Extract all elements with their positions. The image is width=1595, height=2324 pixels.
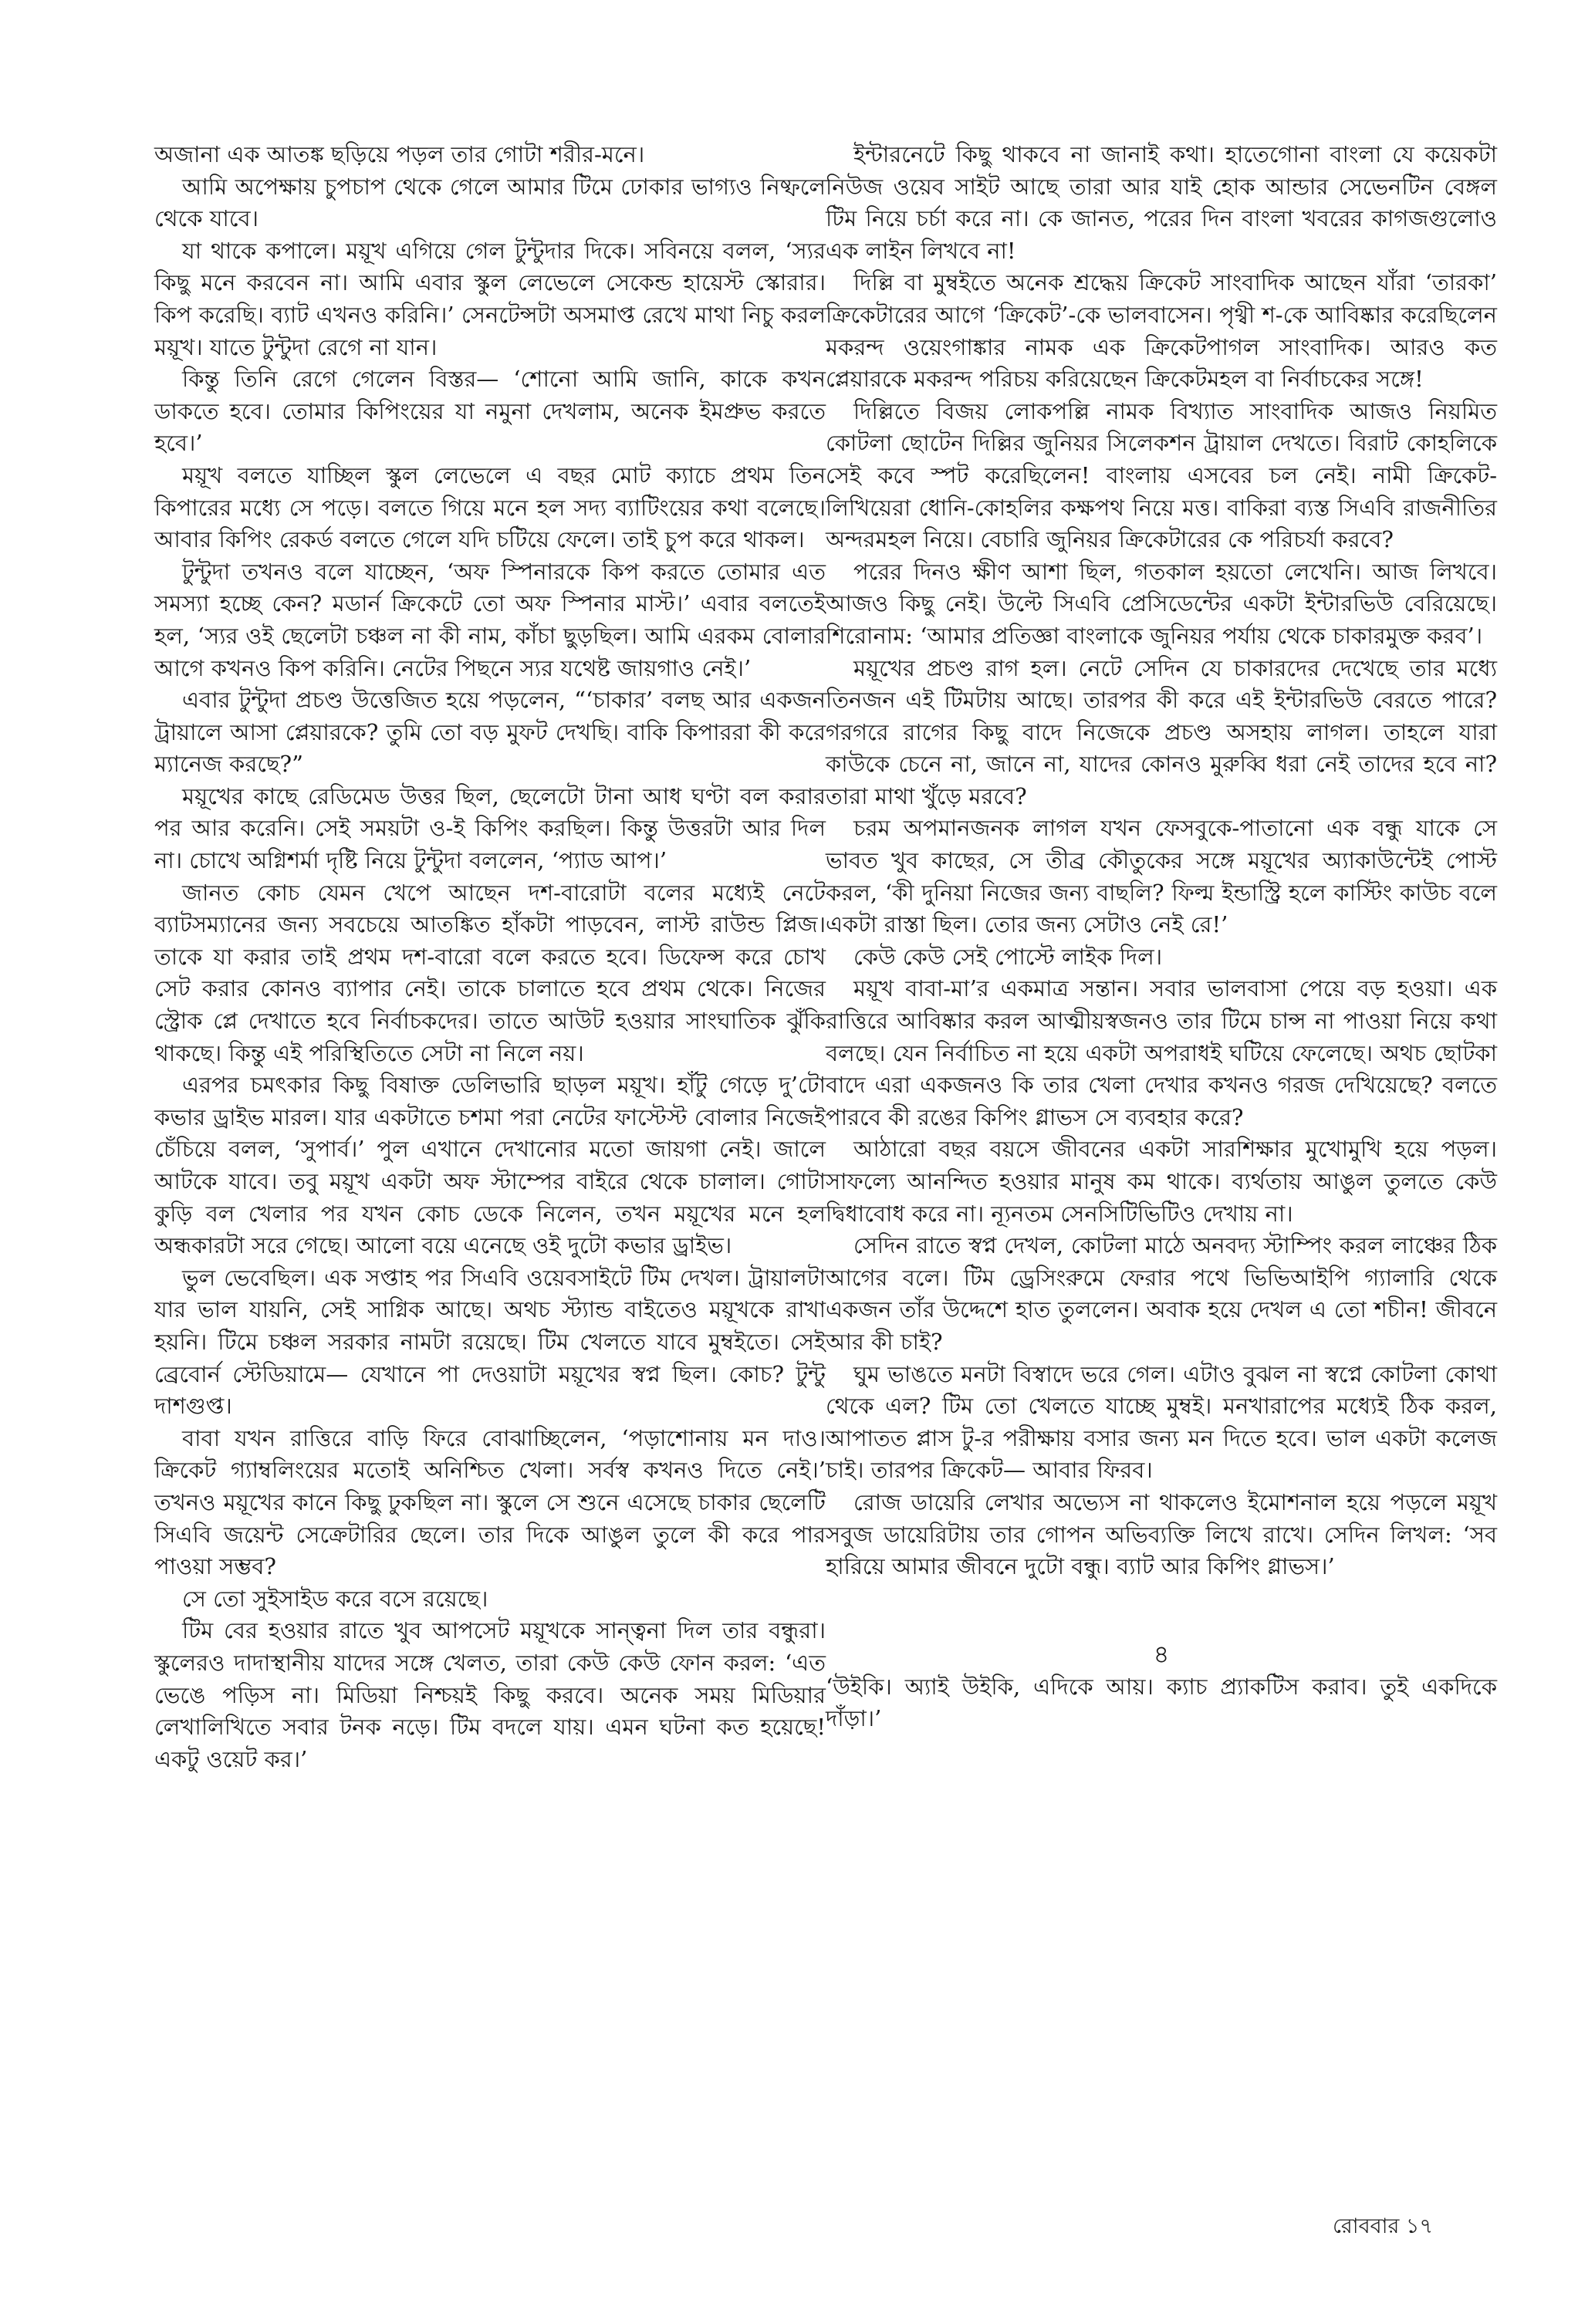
paragraph: সেদিন রাতে স্বপ্ন দেখল, কোটলা মাঠে অনবদ্য স্টাম্পিং করল লাঞ্চের ঠিক আগের বলে। টিম ড্রেসিংরুমে ফেরার পথে ভিভিআইপি গ্যালারি থেকে একজন তাঁর উদ্দেশে হাত তুললেন। অবাক হয়ে দেখল এ তো শচীন! জীবনে আর কী চাই?	[826, 1232, 1497, 1355]
paragraph: আমি অপেক্ষায় চুপচাপ থেকে গেলে আমার টিমে ঢোকার ভাগ্যও নিষ্ফলে থেকে যাবে।	[154, 173, 826, 232]
left-text-column	[154, 139, 826, 1775]
paragraph: সে তো সুইসাইড করে বসে রয়েছে।	[182, 1585, 488, 1612]
section-number: ৪	[1153, 1639, 1170, 1669]
paragraph: কিন্তু তিনি রেগে গেলেন বিস্তর— ‘শোনো আমি জানি, কাকে কখন ডাকতে হবে। তোমার কিপিংয়ের যা নমুনা দেখলাম, অনেক ইমপ্রুভ করতে হবে।’	[154, 366, 826, 457]
paragraph: পরের দিনও ক্ষীণ আশা ছিল, গতকাল হয়তো লেখেনি। আজ লিখবে। আজও কিছু নেই। উল্টে সিএবি প্রেসিডেন্টের একটা ইন্টারভিউ বেরিয়েছে। শিরোনাম: ‘আমার প্রতিজ্ঞা বাংলাকে জুনিয়র পর্যায় থেকে চাকারমুক্ত করব’।	[826, 558, 1497, 649]
paragraph: অজানা এক আতঙ্ক ছড়িয়ে পড়ল তার গোটা শরীর-মনে।	[154, 141, 645, 167]
paragraph: যা থাকে কপালে। ময়ূখ এগিয়ে গেল টুন্টুদার দিকে। সবিনয়ে বলল, ‘স্যর কিছু মনে করবেন না। আমি এবার স্কুল লেভেলে সেকেন্ড হায়েস্ট স্কোরার। কিপ করেছি। ব্যাট এখনও করিনি।’ সেনটেন্সটা অসমাপ্ত রেখে মাথা নিচু করল ময়ূখ। যাতে টুন্টুদা রেগে না যান।	[154, 237, 826, 360]
paragraph: ময়ূখ বলতে যাচ্ছিল স্কুল লেভেলে এ বছর মোট ক্যাচে প্রথম তিন কিপারের মধ্যে সে পড়ে। বলতে গিয়ে মনে হল সদ্য ব্যাটিংয়ের কথা বলেছে। আবার কিপিং রেকর্ড বলতে গেলে যদি চটিয়ে ফেলে। তাই চুপ করে থাকল।	[154, 461, 826, 553]
page-folio: রোববার ১৭	[1332, 2214, 1433, 2238]
paragraph: কেউ কেউ সেই পোস্টে লাইক দিল।	[853, 943, 1163, 970]
paragraph: বাবা যখন রাত্তিরে বাড়ি ফিরে বোঝাচ্ছিলেন, ‘পড়াশোনায় মন দাও। ক্রিকেট গ্যাম্বলিংয়ের মতোই অনিশ্চিত খেলা। সর্বস্ব কখনও দিতে নেই।’ তখনও ময়ূখের কানে কিছু ঢুকছিল না। স্কুলে সে শুনে এসেছে চাকার ছেলেটি সিএবি জয়েন্ট সেক্রেটারির ছেলে। তার দিকে আঙুল তুলে কী করে পার পাওয়া সম্ভব?	[154, 1424, 826, 1580]
paragraph: আঠারো বছর বয়সে জীবনের একটা সারশিক্ষার মুখোমুখি হয়ে পড়ল। সাফল্যে আনন্দিত হওয়ার মানুষ কম থাকে। ব্যর্থতায় আঙুল তুলতে কেউ দ্বিধাবোধ করে না। ন্যূনতম সেনসিটিভিটিও দেখায় না।	[826, 1136, 1497, 1227]
paragraph: টিম বের হওয়ার রাতে খুব আপসেট ময়ূখকে সান্ত্বনা দিল তার বন্ধুরা। স্কুলেরও দাদাস্থানীয় যাদের সঙ্গে খেলত, তারা কেউ কেউ ফোন করল: ‘এত ভেঙে পড়িস না। মিডিয়া নিশ্চয়ই কিছু করবে। অনেক সময় মিডিয়ার লেখালিখিতে সবার টনক নড়ে। টিম বদলে যায়। এমন ঘটনা কত হয়েছে! একটু ওয়েট কর।’	[154, 1617, 826, 1772]
paragraph: দিল্লি বা মুম্বইতে অনেক শ্রদ্ধেয় ক্রিকেট সাংবাদিক আছেন যাঁরা ‘তারকা’ ক্রিকেটারের আগে ‘ক্রিকেট’-কে ভালবাসেন। পৃথ্বী শ-কে আবিষ্কার করেছিলেন মকরন্দ ওয়েংগাঙ্কার নামক এক ক্রিকেটপাগল সাংবাদিক। আরও কত প্লেয়ারকে মকরন্দ পরিচয় করিয়েছেন ক্রিকেটমহল বা নির্বাচকের সঙ্গে!	[826, 269, 1497, 393]
paragraph: ময়ূখের প্রচণ্ড রাগ হল। নেটে সেদিন যে চাকারদের দেখেছে তার মধ্যে তিনজন এই টিমটায় আছে। তারপর কী করে এই ইন্টারভিউ বেরতে পারে? গরগরে রাগের কিছু বাদে নিজেকে প্রচণ্ড অসহায় লাগল। তাহলে যারা কাউকে চেনে না, জানে না, যাদের কোনও মুরুব্বি ধরা নেই তাদের হবে না? তারা মাথা খুঁড়ে মরবে?	[826, 654, 1497, 809]
paragraph: ঘুম ভাঙতে মনটা বিস্বাদে ভরে গেল। এটাও বুঝল না স্বপ্নে কোটলা কোথা থেকে এল? টিম তো খেলতে যাচ্ছে মুম্বই। মনখারাপের মধ্যেই ঠিক করল, আপাতত প্লাস টু-র পরীক্ষায় বসার জন্য মন দিতে হবে। ভাল একটা কলেজ চাই। তারপর ক্রিকেট— আবার ফিরব।	[826, 1360, 1497, 1484]
paragraph: রোজ ডায়েরি লেখার অভ্যেস না থাকলেও ইমোশনাল হয়ে পড়লে ময়ূখ সবুজ ডায়েরিটায় তার গোপন অভিব্যক্তি লিখে রাখে। সেদিন লিখল: ‘সব হারিয়ে আমার জীবনে দুটো বন্ধু। ব্যাট আর কিপিং গ্লাভস।’	[826, 1488, 1497, 1580]
paragraph: এরপর চমৎকার কিছু বিষাক্ত ডেলিভারি ছাড়ল ময়ূখ। হাঁটু গেড়ে দু’টো কভার ড্রাইভ মারল। যার একটাতে চশমা পরা নেটের ফাস্টেস্ট বোলার নিজেই চেঁচিয়ে বলল, ‘সুপার্ব।’ পুল এখানে দেখানোর মতো জায়গা নেই। জালে আটকে যাবে। তবু ময়ূখ একটা অফ স্টাম্পের বাইরে থেকে চালাল। গোটা কুড়ি বল খেলার পর যখন কোচ ডেকে নিলেন, তখন ময়ূখের মনে হল অন্ধকারটা সরে গেছে। আলো বয়ে এনেছে ওই দুটো কভার ড্রাইভ।	[154, 1072, 826, 1259]
paragraph: দিল্লিতে বিজয় লোকপল্লি নামক বিখ্যাত সাংবাদিক আজও নিয়মিত কোটলা ছোটেন দিল্লির জুনিয়র সিলেকশন ট্রায়াল দেখতে। বিরাট কোহলিকে সেই কবে স্পট করেছিলেন! বাংলায় এসবের চল নেই। নামী ক্রিকেট-লিখিয়েরা ধোনি-কোহলির কক্ষপথ নিয়ে মত্ত। বাকিরা ব্যস্ত সিএবি রাজনীতির অন্দরমহল নিয়ে। বেচারি জুনিয়র ক্রিকেটারের কে পরিচর্যা করবে?	[826, 397, 1497, 553]
paragraph: ইন্টারনেটে কিছু থাকবে না জানাই কথা। হাতেগোনা বাংলা যে কয়েকটা নিউজ ওয়েব সাইট আছে তারা আর যাই হোক আন্ডার সেভেনটিন বেঙ্গল টিম নিয়ে চর্চা করে না। কে জানত, পরের দিন বাংলা খবরের কাগজগুলোও এক লাইন লিখবে না!	[826, 141, 1497, 264]
paragraph: টুন্টুদা তখনও বলে যাচ্ছেন, ‘অফ স্পিনারকে কিপ করতে তোমার এত সমস্যা হচ্ছে কেন? মডার্ন ক্রিকেটে তো অফ স্পিনার মাস্ট।’ এবার বলতেই হল, ‘স্যর ওই ছেলেটা চঞ্চল না কী নাম, কাঁচা ছুড়ছিল। আমি এরকম বোলার আগে কখনও কিপ করিনি। নেটের পিছনে স্যর যথেষ্ট জায়গাও নেই।’	[154, 558, 826, 681]
right-text-column	[826, 139, 1497, 1735]
paragraph: জানত কোচ যেমন খেপে আছেন দশ-বারোটা বলের মধ্যেই নেটে ব্যাটসম্যানের জন্য সবচেয়ে আতঙ্কিত হাঁকটা পাড়বেন, লাস্ট রাউন্ড প্লিজ। তাকে যা করার তাই প্রথম দশ-বারো বলে করতে হবে। ডিফেন্স করে চোখ সেট করার কোনও ব্যাপার নেই। তাকে চালাতে হবে প্রথম থেকে। নিজের স্ট্রোক প্লে দেখাতে হবে নির্বাচকদের। তাতে আউট হওয়ার সাংঘাতিক ঝুঁকি থাকছে। কিন্তু এই পরিস্থিতিতে সেটা না নিলে নয়।	[154, 879, 826, 1066]
paragraph: চরম অপমানজনক লাগল যখন ফেসবুকে-পাতানো এক বন্ধু যাকে সে ভাবত খুব কাছের, সে তীব্র কৌতুকের সঙ্গে ময়ূখের অ্যাকাউন্টেই পোস্ট করল, ‘কী দুনিয়া নিজের জন্য বাছলি? ফিল্ম ইন্ডাস্ট্রি হলে কাস্টিং কাউচ বলে একটা রাস্তা ছিল। তোর জন্য সেটাও নেই রে!’	[826, 815, 1497, 938]
paragraph: এবার টুন্টুদা প্রচণ্ড উত্তেজিত হয়ে পড়লেন, “‘চাকার’ বলছ আর একজন ট্রায়ালে আসা প্লেয়ারকে? তুমি তো বড় মুফট দেখছি। বাকি কিপাররা কী করে ম্যানেজ করছে?”	[154, 687, 826, 778]
paragraph: ভুল ভেবেছিল। এক সপ্তাহ পর সিএবি ওয়েবসাইটে টিম দেখল। ট্রায়ালটা যার ভাল যায়নি, সেই সাগ্নিক আছে। অথচ স্ট্যান্ড বাইতেও ময়ূখকে রাখা হয়নি। টিমে চঞ্চল সরকার নামটা রয়েছে। টিম খেলতে যাবে মুম্বইতে। সেই ব্রেবোর্ন স্টেডিয়ামে— যেখানে পা দেওয়াটা ময়ূখের স্বপ্ন ছিল। কোচ? টুন্টু দাশগুপ্ত।	[154, 1264, 826, 1420]
section-opening-paragraph: ‘উইকি। অ্যাই উইকি, এদিকে আয়। ক্যাচ প্র্যাকটিস করাব। তুই একদিকে দাঁড়া।’	[826, 1673, 1497, 1732]
paragraph: ময়ূখ বাবা-মা’র একমাত্র সন্তান। সবার ভালবাসা পেয়ে বড় হওয়া। এক রাত্তিরে আবিষ্কার করল আত্মীয়স্বজনও তার টিমে চান্স না পাওয়া নিয়ে কথা বলছে। যেন নির্বাচিত না হয়ে একটা অপরাধই ঘটিয়ে ফেলেছে। অথচ ছোটকা বাদে এরা একজনও কি তার খেলা দেখার কখনও গরজ দেখিয়েছে? বলতে পারবে কী রঙের কিপিং গ্লাভস সে ব্যবহার করে?	[826, 975, 1497, 1130]
paragraph: ময়ূখের কাছে রেডিমেড উত্তর ছিল, ছেলেটো টানা আধ ঘণ্টা বল করার পর আর করেনি। সেই সময়টা ও-ই কিপিং করছিল। কিন্তু উত্তরটা আর দিল না। চোখে অগ্নিশর্মা দৃষ্টি নিয়ে টুন্টুদা বললেন, ‘প্যাড আপ।’	[154, 782, 826, 874]
